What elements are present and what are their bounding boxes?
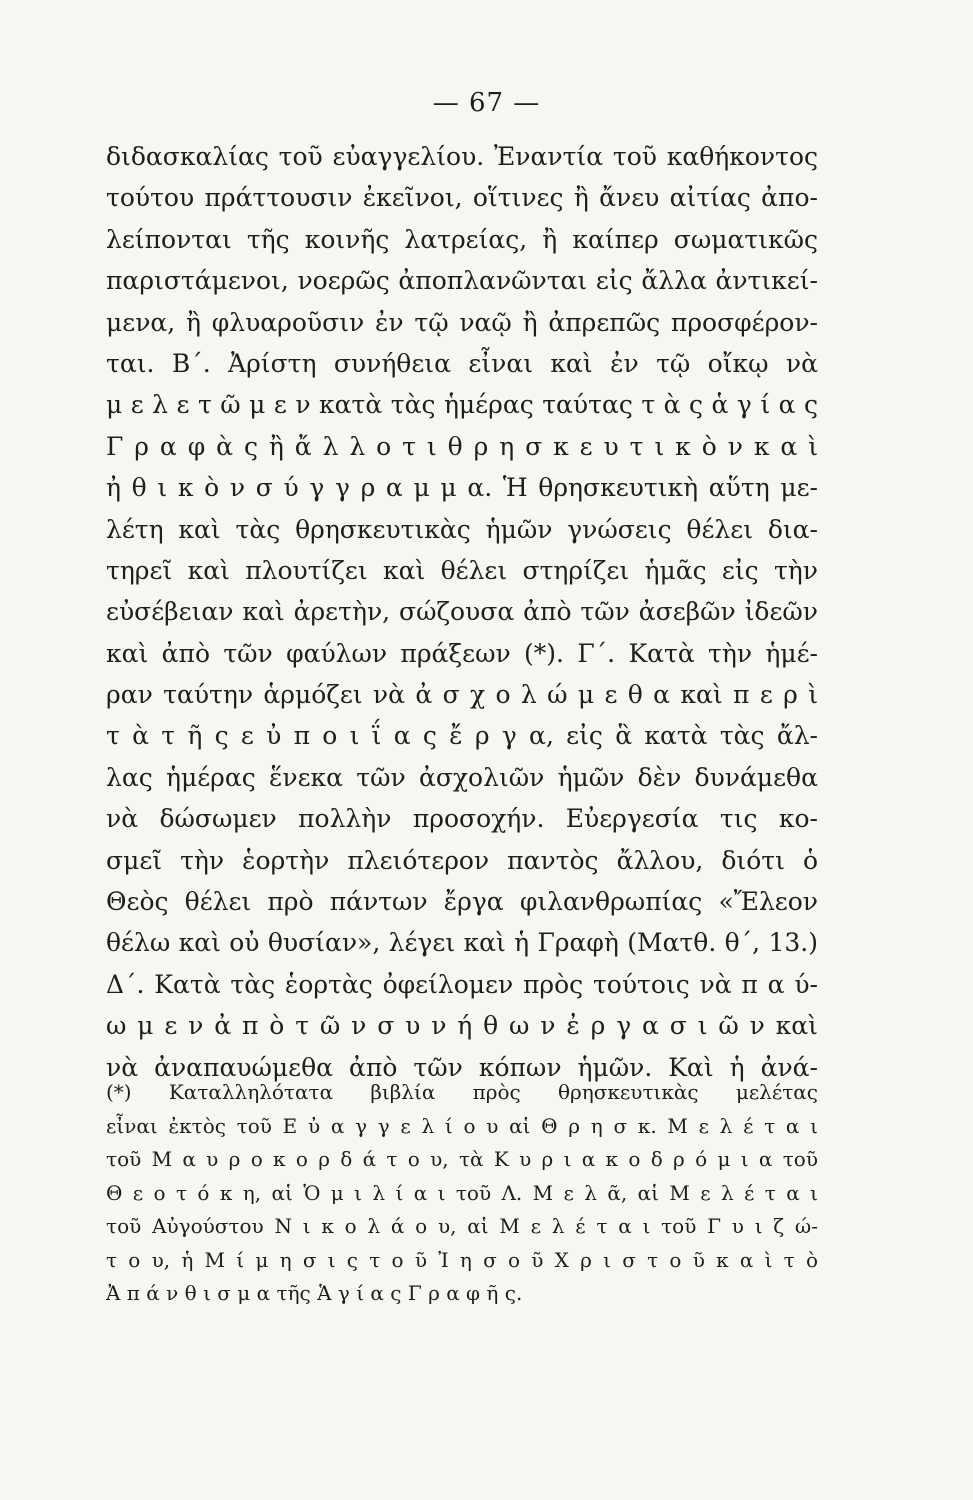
- text-line: τούτου πράττουσιν ἐκεῖνοι, οἵτινες ἢ ἄνευ αἰτίας ἀπο-: [106, 183, 818, 213]
- text-line: θέλω καὶ οὐ θυσίαν», λέγει καὶ ἡ Γραφὴ (Ματθ. θ΄, 13.): [106, 928, 818, 958]
- text-line: παριστάμενοι, νοερῶς ἀποπλανῶνται εἰς ἄλλα ἀντικεί-: [106, 266, 818, 296]
- body-text: [106, 136, 818, 1088]
- text-line: λας ἡμέρας ἕνεκα τῶν ἀσχολιῶν ἡμῶν δὲν δυνάμεθα: [106, 762, 818, 792]
- text-line: ἠ θ ι κ ὸ ν σ ύ γ γ ρ α μ μ α. Ἡ θρησκευτικὴ αὕτη με-: [106, 473, 818, 503]
- footnote: [106, 1076, 818, 1311]
- text-line: ται. Β΄. Ἀρίστη συνήθεια εἶναι καὶ ἐν τῷ οἴκῳ νὰ: [106, 348, 818, 378]
- text-line: νὰ ἀναπαυώμεθα ἀπὸ τῶν κόπων ἡμῶν. Καὶ ἡ ἀνά-: [106, 1052, 818, 1082]
- text-line: διδασκαλίας τοῦ εὐαγγελίου. Ἐναντία τοῦ καθήκοντος: [106, 142, 818, 171]
- text-line: μ ε λ ε τ ῶ μ ε ν κατὰ τὰς ἡμέρας ταύτας τ ὰ ς ἁ γ ί α ς: [106, 390, 818, 420]
- text-line: ραν ταύτην ἁρμόζει νὰ ἀ σ χ ο λ ώ μ ε θ α καὶ π ε ρ ὶ: [106, 680, 818, 710]
- text-line: τ ὰ τ ῆ ς ε ὐ π ο ι ΐ α ς ἔ ρ γ α, εἰς ἃ κατὰ τὰς ἄλ-: [106, 721, 818, 751]
- text-line: καὶ ἀπὸ τῶν φαύλων πράξεων (*). Γ΄. Κατὰ τὴν ἡμέ-: [106, 638, 818, 668]
- text-line: νὰ δώσωμεν πολλὴν προσοχήν. Εὐεργεσία τις κο-: [106, 804, 818, 834]
- text-line: σμεῖ τὴν ἑορτὴν πλειότερον παντὸς ἄλλου, διότι ὁ: [106, 845, 818, 875]
- text-line: Γ ρ α φ ὰ ς ἢ ἄ λ λ ο τ ι θ ρ η σ κ ε υ τ ι κ ὸ ν κ α ὶ: [106, 431, 818, 461]
- text-line: ω μ ε ν ἀ π ὸ τ ῶ ν σ υ ν ή θ ω ν ἐ ρ γ α σ ι ῶ ν καὶ: [106, 1011, 818, 1041]
- footnote-line: τοῦ Αὐγούστου Ν ι κ ο λ ά ο υ, αἱ Μ ε λ έ τ α ι τοῦ Γ υ ι ζ ώ-: [106, 1214, 818, 1238]
- footnote-line: εἶναι ἐκτὸς τοῦ Ε ὐ α γ γ ε λ ί ο υ αἱ Θ ρ η σ κ. Μ ε λ έ τ α ι: [106, 1113, 818, 1138]
- footnote-line: Ἀ π ά ν θ ι σ μ α τῆς Ἁ γ ί α ς Γ ρ α φ ῆ ς.: [106, 1281, 523, 1305]
- text-line: μενα, ἢ φλυαροῦσιν ἐν τῷ ναῷ ἢ ἀπρεπῶς προσφέρον-: [106, 307, 818, 337]
- text-line: τηρεῖ καὶ πλουτίζει καὶ θέλει στηρίζει ἡμᾶς εἰς τὴν: [106, 555, 818, 585]
- footnote-line: (*) Καταλληλότατα βιβλία πρὸς θρησκευτικὰς μελέτας: [106, 1080, 818, 1104]
- text-line: λείπονται τῆς κοινῆς λατρείας, ἢ καίπερ σωματικῶς: [106, 224, 818, 254]
- footnote-line: τ ο υ, ἡ Μ ί μ η σ ι ς τ ο ῦ Ἰ η σ ο ῦ Χ ρ ι σ τ ο ῦ κ α ὶ τ ὸ: [106, 1247, 818, 1272]
- footnote-line: Θ ε ο τ ό κ η, αἱ Ὁ μ ι λ ί α ι τοῦ Λ. Μ ε λ ᾶ, αἱ Μ ε λ έ τ α ι: [106, 1180, 818, 1205]
- text-line: λέτη καὶ τὰς θρησκευτικὰς ἡμῶν γνώσεις θέλει δια-: [106, 514, 818, 544]
- text-line: εὐσέβειαν καὶ ἀρετὴν, σώζουσα ἀπὸ τῶν ἀσεβῶν ἰδεῶν: [106, 597, 818, 627]
- footnote-line: τοῦ Μ α υ ρ ο κ ο ρ δ ά τ ο υ, τὰ Κ υ ρ ι α κ ο δ ρ ό μ ι α τοῦ: [106, 1147, 818, 1171]
- text-line: Δ΄. Κατὰ τὰς ἑορτὰς ὀφείλομεν πρὸς τούτοις νὰ π α ύ-: [106, 969, 818, 999]
- text-line: Θεὸς θέλει πρὸ πάντων ἔργα φιλανθρωπίας «Ἔλεον: [106, 887, 818, 917]
- page-number: — 67 —: [432, 88, 541, 118]
